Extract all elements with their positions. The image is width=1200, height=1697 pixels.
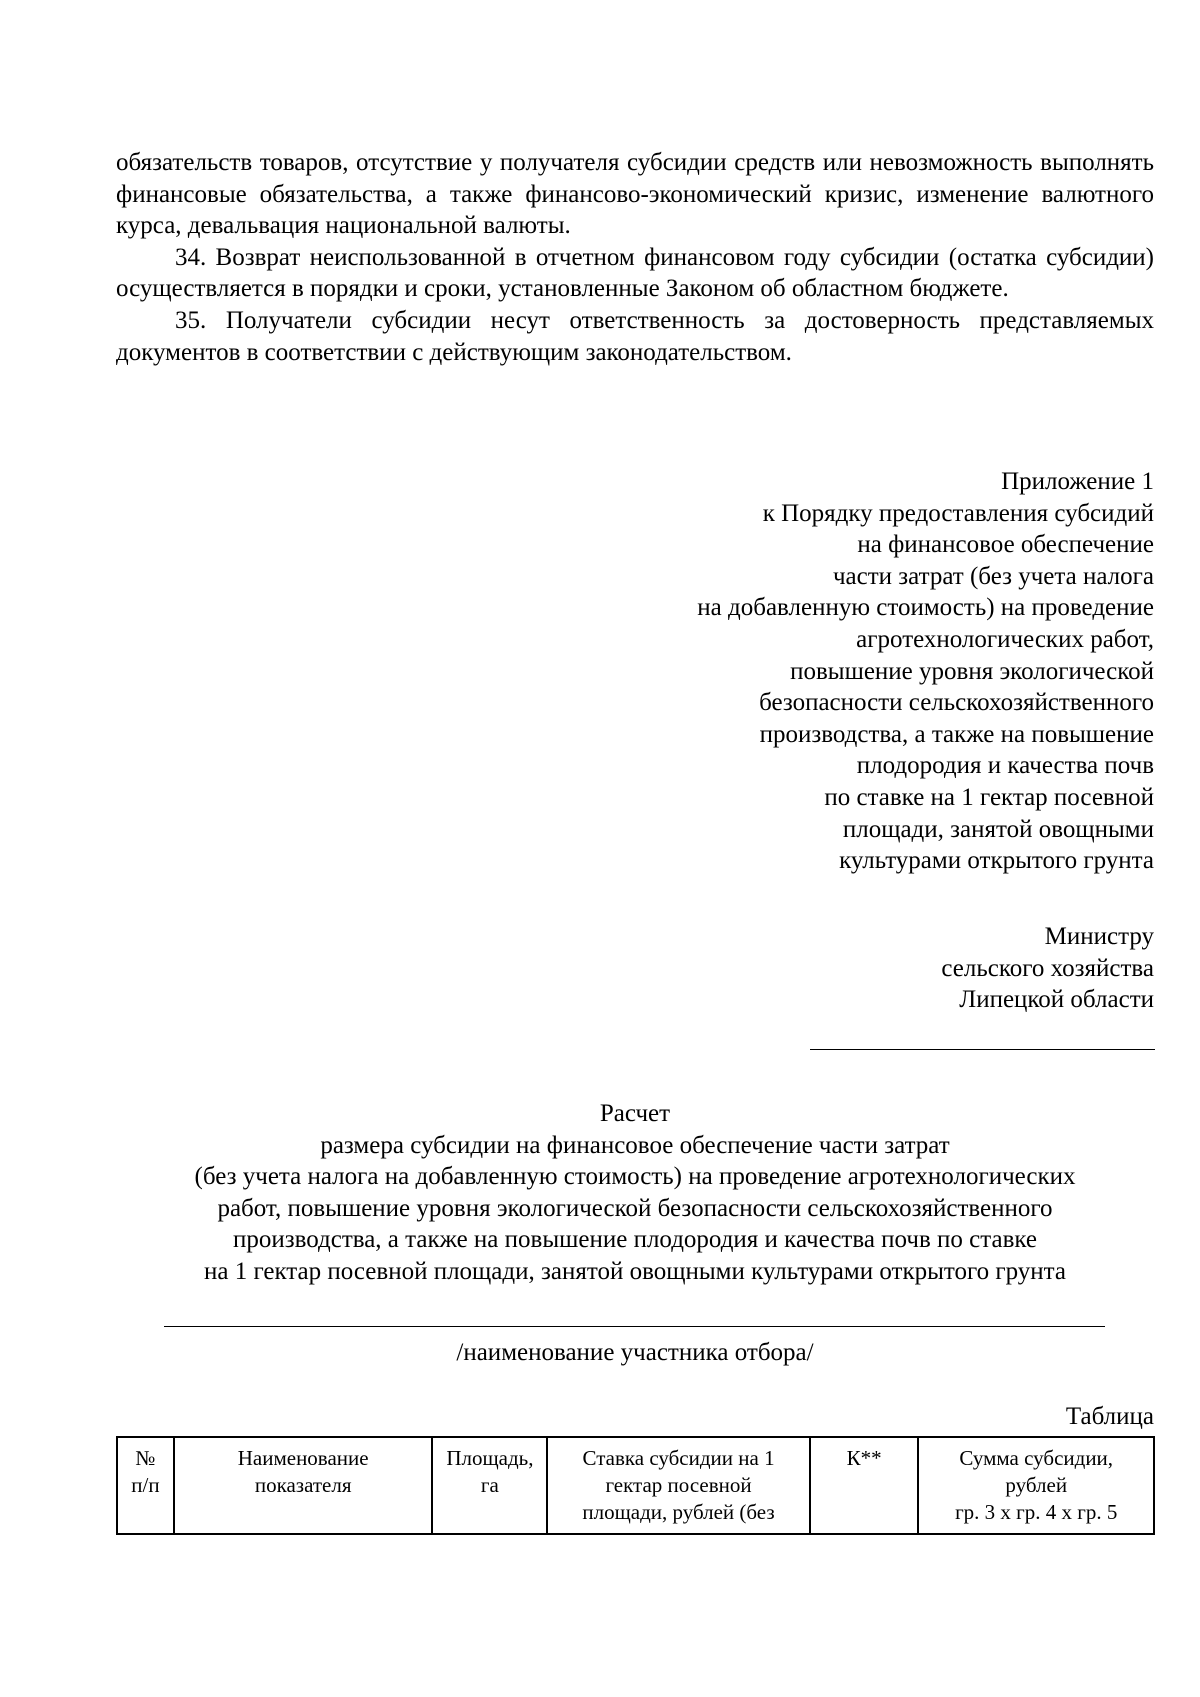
header-cell-coefficient: К** <box>810 1437 919 1534</box>
signature-underline <box>810 1049 1155 1050</box>
appendix-line: Приложение 1 <box>1001 468 1154 495</box>
appendix-line: к Порядку предоставления субсидий <box>762 499 1154 527</box>
appendix-line: безопасности сельскохозяйственного <box>759 689 1154 717</box>
table-header-row <box>117 1437 1154 1534</box>
participant-caption: /наименование участника отбора/ <box>456 1339 814 1366</box>
header-cell-number: № п/п <box>117 1437 174 1534</box>
calculation-subtitle-line: работ, повышение уровня экологической безопасности сельскохозяйственного <box>217 1194 1053 1222</box>
calculation-heading <box>116 1098 1154 1288</box>
calculation-title: Расчет <box>599 1100 671 1127</box>
table-label: Таблица <box>1065 1403 1154 1430</box>
paragraph-continuation: обязательств товаров, отсутствие у получателя субсидии средств или невозможность выполнять финансовые обязательства, а также финансово-экономический кризис, изменение валютного курса, девальвация национальной валюты. <box>116 149 1154 240</box>
appendix-line: на финансовое обеспечение <box>857 531 1154 559</box>
addressee-line: Министру <box>1044 923 1154 950</box>
appendix-line: повышение уровня экологической <box>790 657 1154 685</box>
appendix-line: части затрат (без учета налога <box>832 562 1154 590</box>
paragraph-35: 35. Получатели субсидии несут ответственность за достоверность представляемых документов в соответствии с действующим законодательством. <box>116 306 1154 366</box>
appendix-line: по ставке на 1 гектар посевной <box>824 783 1154 811</box>
header-cell-area: Площадь, га <box>432 1437 547 1534</box>
calculation-subtitle-line: размера субсидии на финансовое обеспечение части затрат <box>320 1131 950 1159</box>
calculation-subtitle-line: (без учета налога на добавленную стоимость) на проведение агротехнологических <box>194 1163 1076 1191</box>
appendix-line: на добавленную стоимость) на проведение <box>697 594 1154 622</box>
appendix-line: производства, а также на повышение <box>759 720 1154 748</box>
header-cell-rate: Ставка субсидии на 1 гектар посевной площади, рублей (без <box>547 1437 809 1534</box>
addressee <box>116 921 1154 1016</box>
appendix-line: плодородия и качества почв <box>856 752 1154 780</box>
calculation-subtitle-line: производства, а также на повышение плодородия и качества почв по ставке <box>232 1226 1038 1254</box>
appendix-line: площади, занятой овощными <box>842 815 1154 843</box>
header-cell-sum: Сумма субсидии, рублей гр. 3 х гр. 4 х гр. 5 <box>918 1437 1154 1534</box>
appendix-line: культурами открытого грунта <box>839 847 1154 875</box>
paragraph-34: 34. Возврат неиспользованной в отчетном финансовом году субсидии (остатка субсидии) осуществляется в порядки и сроки, установленные Законом об областном бюджете. <box>116 243 1154 303</box>
calculation-subtitle-line: на 1 гектар посевной площади, занятой овощными культурами открытого грунта <box>204 1257 1066 1285</box>
subsidy-table <box>116 1436 1155 1535</box>
appendix-line: агротехнологических работ, <box>856 625 1154 653</box>
body-text <box>116 147 1154 368</box>
addressee-line: Липецкой области <box>959 986 1154 1014</box>
appendix-header <box>116 466 1154 877</box>
addressee-line: сельского хозяйства <box>941 954 1154 982</box>
header-cell-indicator: Наименование показателя <box>174 1437 433 1534</box>
participant-name-underline <box>164 1326 1105 1327</box>
